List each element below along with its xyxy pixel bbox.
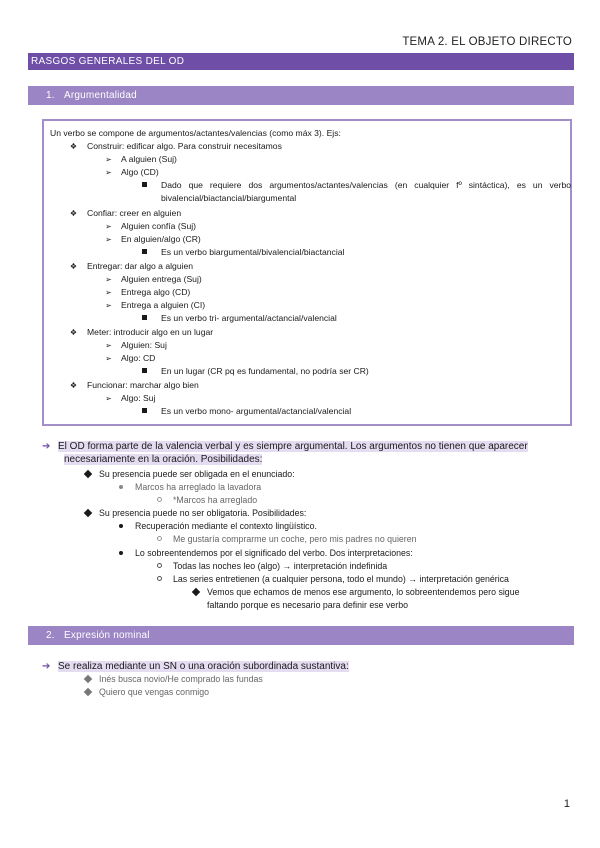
section-heading-expresion-nominal: [28, 626, 574, 645]
star-diamond-icon: ❖: [69, 209, 78, 218]
list-item: ❖ Confiar: creer en alguien: [69, 208, 182, 218]
square-bullet-icon: [142, 249, 147, 254]
circle-bullet-icon: [157, 536, 162, 541]
list-item: ➢ Algo: CD: [105, 353, 156, 363]
diamond-bullet-icon: [84, 674, 92, 682]
list-item: Las series entretienen (a cualquier persona, todo el mundo) → interpretación genérica: [157, 573, 509, 585]
list-item: Quiero que vengas conmigo: [85, 686, 209, 698]
list-item: ➢ Entrega algo (CD): [105, 287, 191, 297]
list-item: *Marcos ha arreglado: [157, 494, 257, 506]
list-item: ➢ En alguien/algo (CR): [105, 234, 201, 244]
arrow-right-icon: ➔: [42, 661, 51, 672]
circle-bullet-icon: [157, 576, 162, 581]
dot-bullet-icon: [119, 485, 123, 489]
list-item: ❖ Funcionar: marchar algo bien: [69, 380, 199, 390]
list-item: ➢ Alguien confía (Suj): [105, 221, 196, 231]
arrow-right-icon: ➔: [42, 441, 51, 452]
list-item: Vemos que echamos de menos ese argumento, lo sobreentendemos pero sigue: [193, 586, 519, 598]
star-diamond-icon: ❖: [69, 381, 78, 390]
section-number: 1.: [46, 90, 55, 101]
arrowhead-icon: ➢: [105, 301, 112, 310]
list-item: Marcos ha arreglado la lavadora: [119, 481, 261, 493]
list-item: ❖ Meter: introducir algo en un lugar: [69, 327, 214, 337]
list-item: Dado que requiere dos argumentos/actantes/valencias (en cualquier fº sintáctica), es un verbo bivalencial/biactancial/biargumental: [142, 179, 147, 191]
arrowhead-icon: ➢: [105, 235, 112, 244]
star-diamond-icon: ❖: [69, 328, 78, 337]
arrowhead-icon: ➢: [105, 275, 112, 284]
circle-bullet-icon: [157, 563, 162, 568]
od-statement-line2: necesariamente en la oración. Posibilidades:: [64, 454, 263, 465]
section-label: Argumentalidad: [64, 90, 137, 101]
diamond-bullet-icon: [84, 687, 92, 695]
arrowhead-icon: ➢: [105, 394, 112, 403]
square-bullet-icon: [142, 368, 147, 373]
section-bar-rasgos: RASGOS GENERALES DEL OD: [28, 53, 574, 70]
dot-bullet-icon: [119, 524, 123, 528]
circle-bullet-icon: [157, 497, 162, 502]
list-item: Me gustaría comprarme un coche, pero mis padres no quieren: [157, 533, 417, 545]
square-bullet-icon: [142, 182, 147, 187]
list-item: ❖ Entregar: dar algo a alguien: [69, 261, 194, 271]
od-statement-line1: ➔ El OD forma parte de la valencia verbal y es siempre argumental. Los argumentos no tienen que aparecer: [42, 441, 528, 452]
list-item: ➢ Alguien entrega (Suj): [105, 274, 202, 284]
list-item: ➢ Alguien: Suj: [105, 340, 167, 350]
list-item: Su presencia puede no ser obligatoria. Posibilidades:: [85, 507, 306, 519]
sn-statement: ➔ Se realiza mediante un SN o una oración subordinada sustantiva:: [42, 661, 349, 672]
arrowhead-icon: ➢: [105, 168, 112, 177]
diamond-bullet-icon: [192, 587, 200, 595]
list-item: ➢ Algo: Suj: [105, 393, 156, 403]
diamond-bullet-icon: [84, 508, 92, 516]
star-diamond-icon: ❖: [69, 262, 78, 271]
square-bullet-icon: [142, 315, 147, 320]
arrowhead-icon: ➢: [105, 222, 112, 231]
arrowhead-icon: ➢: [105, 354, 112, 363]
box-intro: Un verbo se compone de argumentos/actantes/valencias (como máx 3). Ejs:: [50, 128, 341, 138]
arrowhead-icon: ➢: [105, 288, 112, 297]
section-number: 2.: [46, 630, 55, 641]
list-item: Es un verbo biargumental/bivalencial/biactancial: [142, 246, 147, 258]
square-bullet-icon: [142, 408, 147, 413]
list-item: En un lugar (CR pq es fundamental, no podría ser CR): [142, 365, 147, 377]
document-title: TEMA 2. EL OBJETO DIRECTO: [402, 36, 572, 48]
page-number: 1: [563, 798, 570, 810]
arrowhead-icon: ➢: [105, 155, 112, 164]
list-item: ➢ A alguien (Suj): [105, 154, 177, 164]
dot-bullet-icon: [119, 551, 123, 555]
list-item: Lo sobreentendemos por el significado del verbo. Dos interpretaciones:: [119, 547, 413, 559]
examples-box: [42, 119, 572, 426]
list-item-continuation: faltando porque es necesario para definir ese verbo: [207, 600, 408, 610]
list-item: Todas las noches leo (algo) → interpretación indefinida: [157, 560, 387, 572]
arrowhead-icon: ➢: [105, 341, 112, 350]
list-item: Inés busca novio/He comprado las fundas: [85, 673, 263, 685]
star-diamond-icon: ❖: [69, 142, 78, 151]
list-item: Es un verbo tri- argumental/actancial/valencial: [142, 312, 147, 324]
section-label: Expresión nominal: [64, 630, 150, 641]
diamond-bullet-icon: [84, 469, 92, 477]
list-item: ❖ Construir: edificar algo. Para construir necesitamos: [69, 141, 282, 151]
list-item: ➢ Algo (CD): [105, 167, 159, 177]
section-heading-argumentalidad: [28, 86, 574, 105]
list-item: Su presencia puede ser obligada en el enunciado:: [85, 468, 295, 480]
list-item: ➢ Entrega a alguien (CI): [105, 300, 206, 310]
list-item: Es un verbo mono- argumental/actancial/valencial: [142, 405, 147, 417]
list-item: Recuperación mediante el contexto lingüístico.: [119, 520, 317, 532]
